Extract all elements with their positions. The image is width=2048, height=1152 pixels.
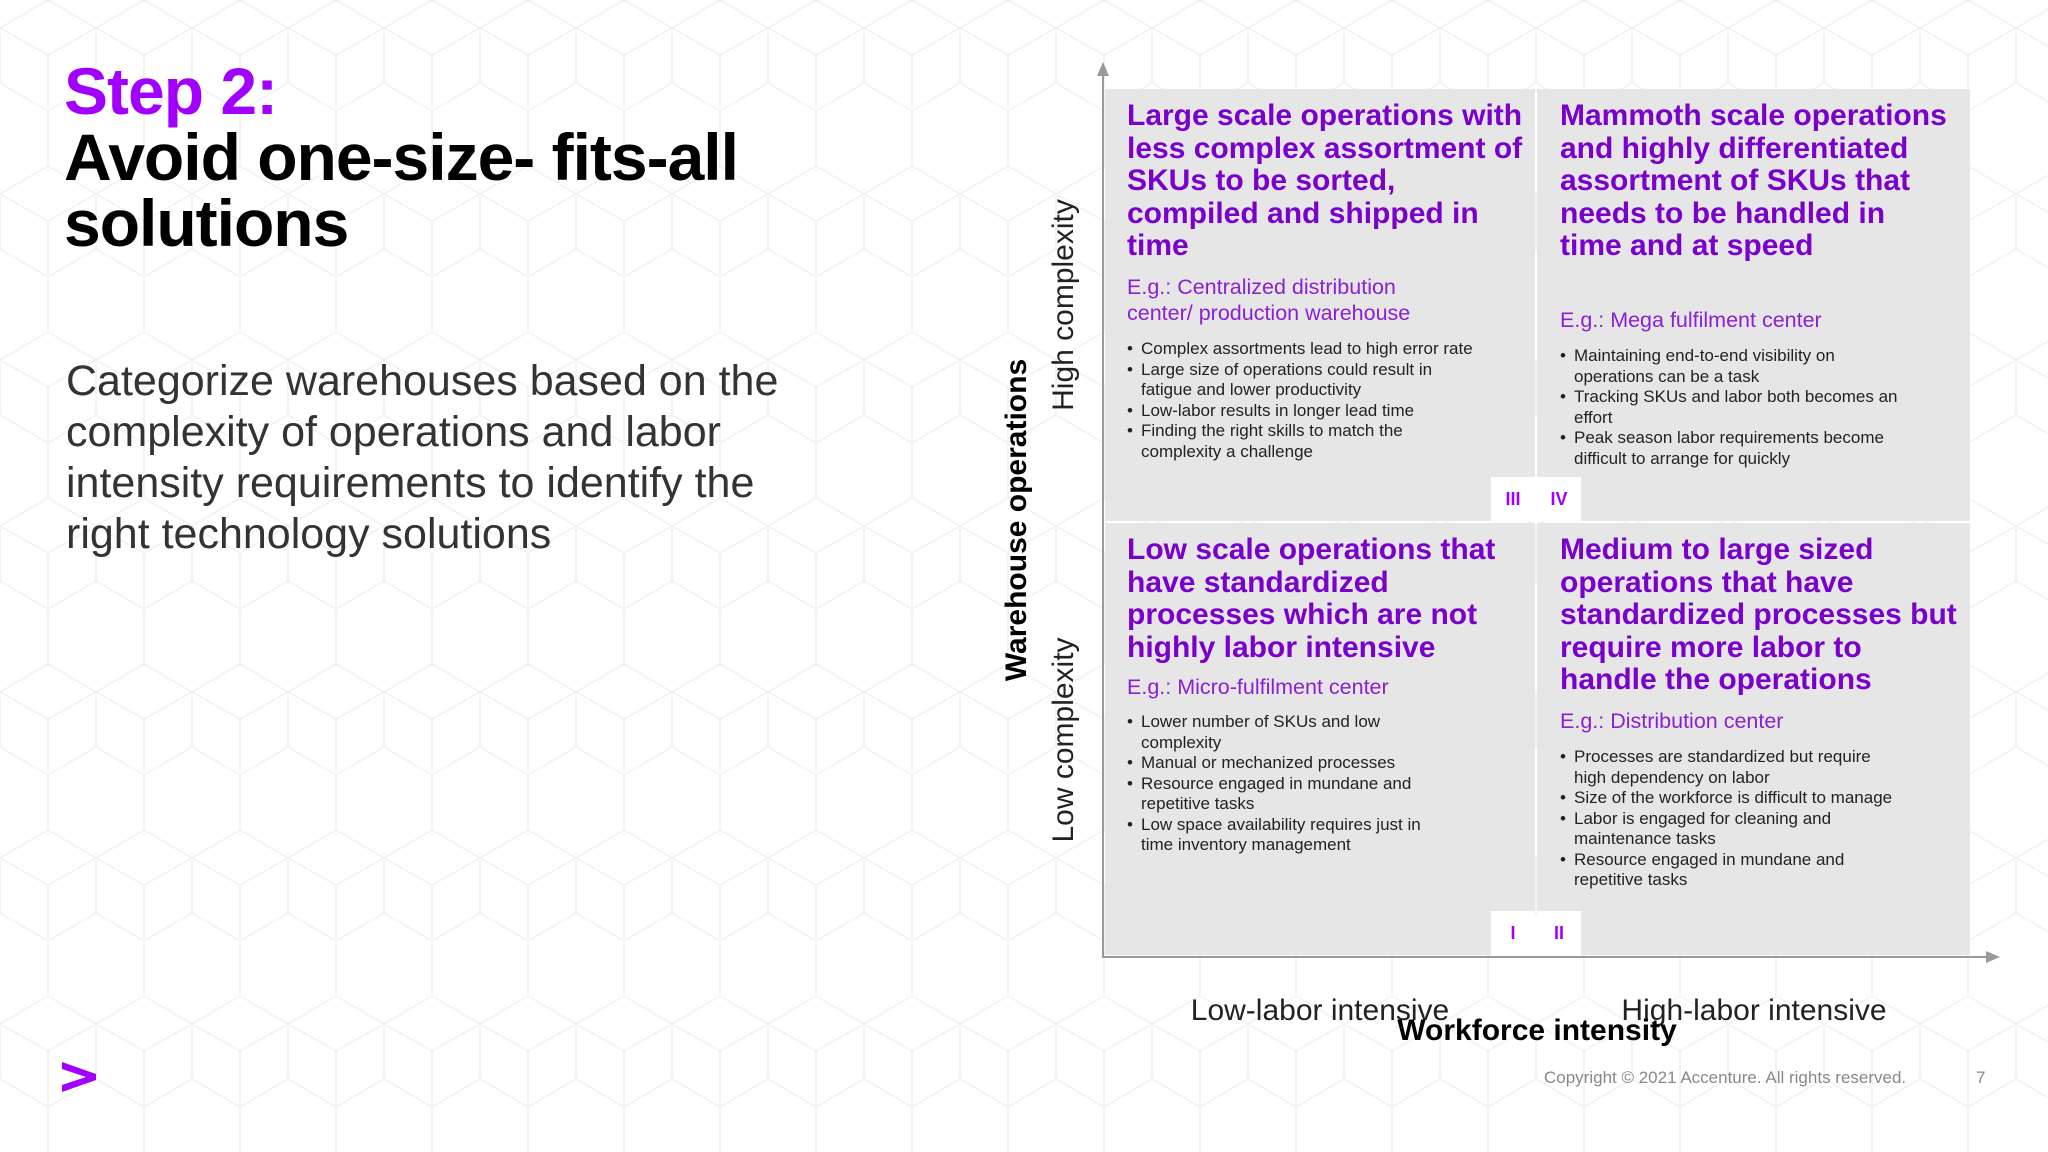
quadrant-iii-bullets xyxy=(1127,339,1477,462)
list-item: • Tracking SKUs and labor both becomes an effort xyxy=(1560,387,1900,428)
quadrant-iii-title: Large scale operations with less complex assortment of SKUs to be sorted, compiled and shipped in time xyxy=(1127,99,1523,262)
y-axis-low-label: Low complexity xyxy=(1047,637,1080,843)
list-item: • Finding the right skills to match the complexity a challenge xyxy=(1127,421,1477,462)
quadrant-iv-bullets xyxy=(1560,346,1900,469)
quadrant-i-example: E.g.: Micro-fulfilment center xyxy=(1127,675,1389,699)
list-item: • Maintaining end-to-end visibility on operations can be a task xyxy=(1560,346,1900,387)
list-item: • Peak season labor requirements become difficult to arrange for quickly xyxy=(1560,428,1900,469)
list-item: • Resource engaged in mundane and repetitive tasks xyxy=(1560,850,1900,891)
accenture-logo-icon xyxy=(62,1062,96,1092)
list-item: • Complex assortments lead to high error rate xyxy=(1127,339,1477,360)
list-item: • Lower number of SKUs and low complexity xyxy=(1127,712,1457,753)
list-item: • Labor is engaged for cleaning and maintenance tasks xyxy=(1560,809,1900,850)
list-item: • Resource engaged in mundane and repetitive tasks xyxy=(1127,774,1457,815)
page-description: Categorize warehouses based on the complexity of operations and labor intensity requirements to identify the right technology solutions xyxy=(66,357,779,558)
list-item: • Processes are standardized but require high dependency on labor xyxy=(1560,747,1900,788)
x-axis-title: Workforce intensity xyxy=(1397,1014,1677,1047)
quadrant-iii-example: E.g.: Centralized distribution center/ production warehouse xyxy=(1127,275,1411,325)
list-item: • Manual or mechanized processes xyxy=(1127,753,1457,774)
y-axis-title: Warehouse operations xyxy=(1000,358,1033,682)
quadrant-i-title: Low scale operations that have standardized processes which are not highly labor intensive xyxy=(1127,533,1496,664)
quadrant-iv-badge: IV xyxy=(1537,477,1581,521)
copyright-text: Copyright © 2021 Accenture. All rights reserved. xyxy=(1544,1068,1907,1087)
page-number: 7 xyxy=(1976,1068,1986,1087)
quadrant-iii-badge: III xyxy=(1491,477,1535,521)
quadrant-iv-example: E.g.: Mega fulfilment center xyxy=(1560,308,1822,332)
x-axis-high-label: High-labor intensive xyxy=(1621,994,1887,1027)
list-item: • Low space availability requires just in time inventory management xyxy=(1127,815,1457,856)
quadrant-i-bullets xyxy=(1127,712,1457,856)
step-label: Step 2: xyxy=(64,54,278,128)
y-axis-high-label: High complexity xyxy=(1047,199,1080,411)
list-item: • Large size of operations could result in fatigue and lower productivity xyxy=(1127,360,1477,401)
quadrant-ii-bullets xyxy=(1560,747,1900,891)
list-item: • Size of the workforce is difficult to manage xyxy=(1560,788,1900,809)
list-item: • Low-labor results in longer lead time xyxy=(1127,401,1477,422)
quadrant-ii-title: Medium to large sized operations that have standardized processes but require more labor to handle the operations xyxy=(1560,533,1957,696)
quadrant-ii-badge: II xyxy=(1537,911,1581,955)
page-title: Avoid one-size- fits-all solutions xyxy=(64,120,738,260)
x-axis-low-label: Low-labor intensive xyxy=(1190,994,1450,1027)
quadrant-ii-example: E.g.: Distribution center xyxy=(1560,709,1784,733)
quadrant-iv-title: Mammoth scale operations and highly differentiated assortment of SKUs that needs to be handled in time and at speed xyxy=(1560,99,1947,262)
quadrant-i-badge: I xyxy=(1491,911,1535,955)
